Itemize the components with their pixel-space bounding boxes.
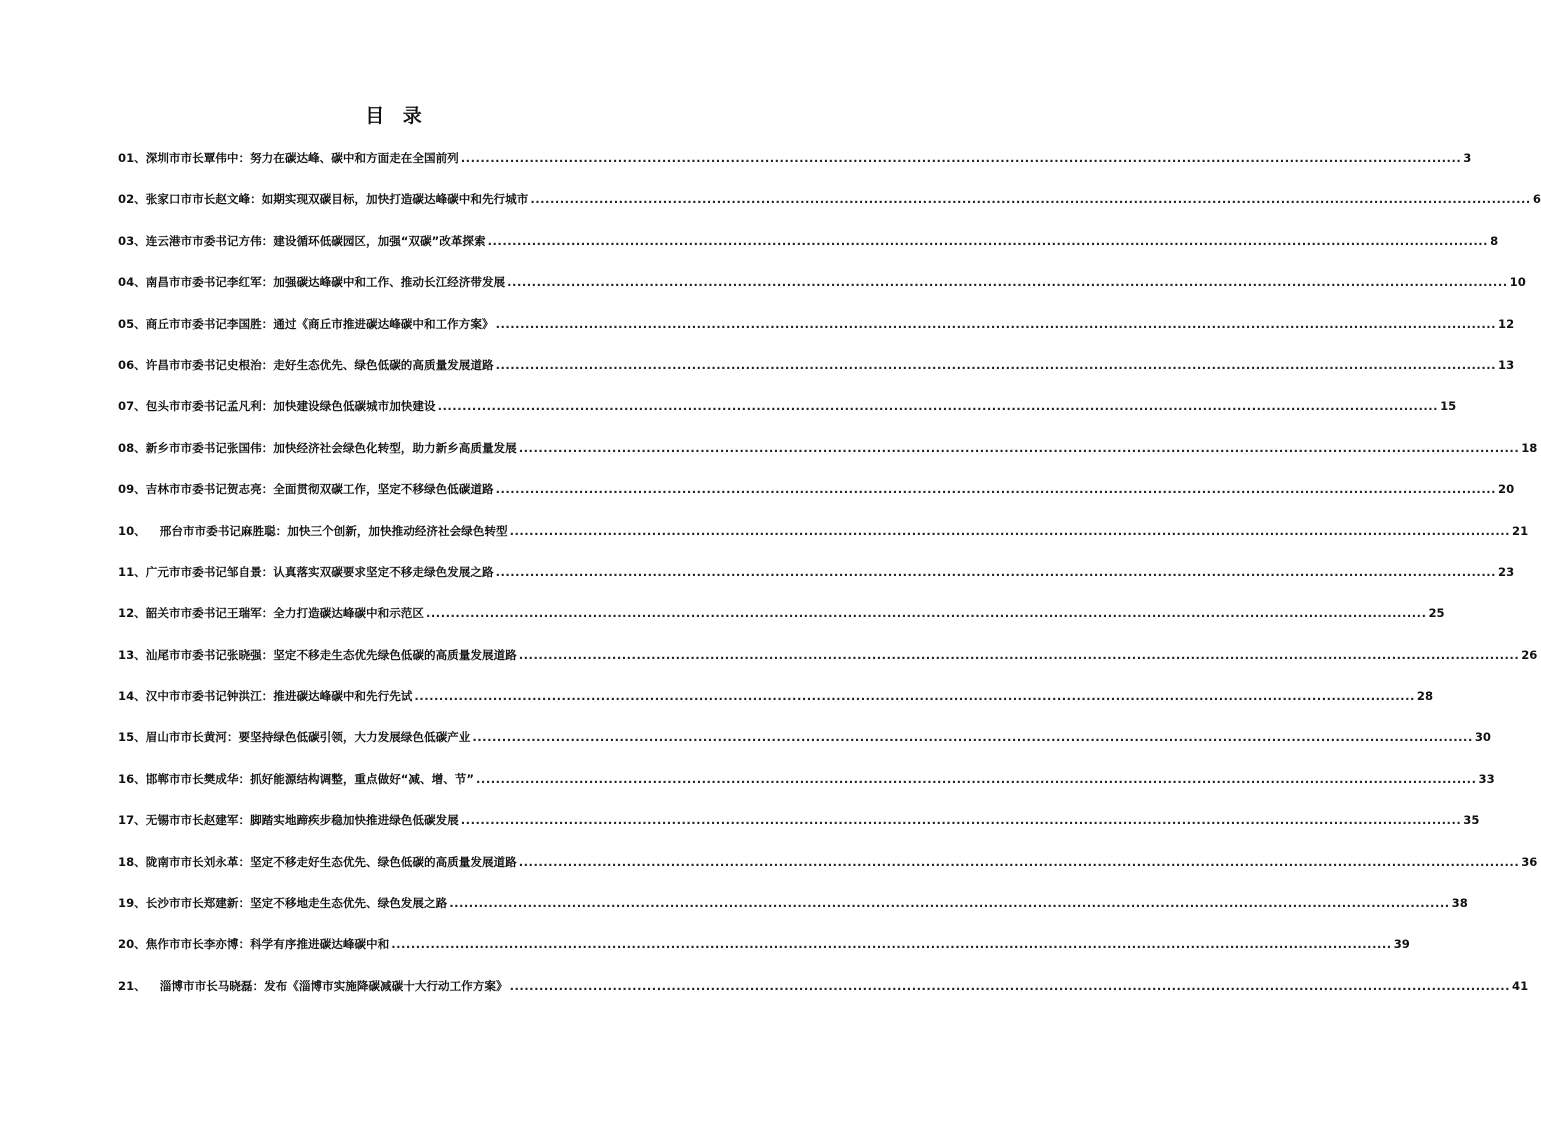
toc-entry-page-number: 25 bbox=[1428, 606, 1445, 621]
toc-entry-title: 张家口市市长赵文峰：如期实现双碳目标，加快打造碳达峰碳中和先行城市 bbox=[145, 192, 529, 207]
toc-entry-leader bbox=[496, 478, 1496, 500]
toc-entry-page-number: 21 bbox=[1512, 523, 1529, 538]
toc-entry-page-number: 28 bbox=[1416, 689, 1434, 704]
toc-entry[interactable] bbox=[118, 768, 1495, 809]
toc-entry-leader bbox=[449, 892, 1449, 914]
toc-entry-title: 韶关市市委书记王瑞军：全力打造碳达峰碳中和示范区 bbox=[145, 606, 424, 621]
toc-entry-title: 汉中市市委书记钟洪江：推进碳达峰碳中和先行先试 bbox=[145, 689, 413, 704]
toc-entry-title: 焦作市市长李亦博：科学有序推进碳达峰碳中和 bbox=[145, 937, 390, 952]
toc-entry-page-number: 30 bbox=[1474, 730, 1491, 745]
toc-entry-number: 03、 bbox=[118, 233, 146, 248]
toc-entry[interactable] bbox=[118, 851, 1538, 892]
toc-entry-leader bbox=[438, 395, 1438, 417]
toc-entry-page-number: 41 bbox=[1512, 978, 1529, 993]
toc-entry-title: 无锡市市长赵建军：脚踏实地蹄疾步稳加快推进绿色低碳发展 bbox=[145, 813, 459, 828]
toc-entry-number: 06、 bbox=[118, 357, 146, 372]
toc-entry[interactable] bbox=[118, 437, 1538, 478]
toc-entry-page-number: 36 bbox=[1521, 854, 1538, 869]
toc-entry-number: 14、 bbox=[118, 689, 146, 704]
toc-entry-number: 17、 bbox=[118, 813, 146, 828]
toc-entry-number: 09、 bbox=[118, 482, 146, 497]
toc-entry-title: 许昌市市委书记史根治：走好生态优先、绿色低碳的高质量发展道路 bbox=[145, 357, 494, 372]
toc-entry[interactable] bbox=[118, 809, 1480, 850]
toc-entry[interactable] bbox=[118, 520, 1529, 561]
toc-entry-number: 19、 bbox=[118, 896, 146, 911]
table-of-contents bbox=[118, 147, 1541, 1016]
toc-entry-leader bbox=[510, 975, 1510, 997]
toc-entry-number: 10、 bbox=[118, 523, 146, 538]
toc-entry-leader bbox=[426, 602, 1426, 624]
toc-entry-title: 包头市市委书记孟凡利：加快建设绿色低碳城市加快建设 bbox=[145, 399, 436, 414]
toc-entry[interactable] bbox=[118, 685, 1434, 726]
toc-entry-page-number: 13 bbox=[1498, 357, 1515, 372]
toc-entry-leader bbox=[488, 230, 1488, 252]
toc-entry[interactable] bbox=[118, 313, 1515, 354]
toc-entry-title: 汕尾市市委书记张晓强：坚定不移走生态优先绿色低碳的高质量发展道路 bbox=[145, 647, 517, 662]
toc-entry-leader bbox=[472, 726, 1472, 748]
toc-entry-leader bbox=[519, 437, 1519, 459]
toc-entry-number: 04、 bbox=[118, 275, 146, 290]
toc-entry-page-number: 3 bbox=[1463, 151, 1472, 165]
toc-entry[interactable] bbox=[118, 644, 1538, 685]
toc-entry-title: 连云港市市委书记方伟：建设循环低碳园区，加强“双碳”改革探索 bbox=[145, 233, 486, 248]
toc-entry[interactable] bbox=[118, 230, 1499, 271]
toc-entry-title: 眉山市市长黄河：要坚持绿色低碳引领，大力发展绿色低碳产业 bbox=[145, 730, 471, 745]
toc-entry-number: 13、 bbox=[118, 647, 146, 662]
toc-entry-number: 01、 bbox=[118, 151, 146, 165]
toc-entry-page-number: 15 bbox=[1440, 399, 1457, 414]
toc-entry-leader bbox=[530, 188, 1530, 210]
toc-entry-number: 02、 bbox=[118, 192, 146, 207]
toc-entry-page-number: 23 bbox=[1498, 564, 1515, 579]
toc-entry-leader bbox=[519, 851, 1519, 873]
toc-entry-title: 商丘市市委书记李国胜：通过《商丘市推进碳达峰碳中和工作方案》 bbox=[145, 316, 494, 331]
toc-entry[interactable] bbox=[118, 478, 1515, 519]
toc-entry-leader bbox=[510, 520, 1510, 542]
toc-entry-number: 21、 bbox=[118, 978, 146, 993]
toc-entry-title: 新乡市市委书记张国伟：加快经济社会绿色化转型，助力新乡高质量发展 bbox=[145, 440, 517, 455]
toc-entry-page-number: 38 bbox=[1451, 896, 1468, 911]
toc-entry-leader bbox=[519, 644, 1519, 666]
toc-entry-number: 05、 bbox=[118, 316, 146, 331]
toc-entry-leader bbox=[496, 313, 1496, 335]
toc-entry[interactable] bbox=[118, 561, 1515, 602]
toc-entry[interactable] bbox=[118, 933, 1410, 974]
toc-entry-number: 16、 bbox=[118, 771, 146, 786]
toc-entry[interactable] bbox=[118, 395, 1457, 436]
toc-entry-leader bbox=[461, 809, 1461, 831]
toc-entry-page-number: 12 bbox=[1498, 316, 1515, 331]
toc-entry[interactable] bbox=[118, 975, 1529, 1016]
toc-entry-leader bbox=[391, 933, 1391, 955]
toc-entry-page-number: 8 bbox=[1490, 233, 1499, 248]
toc-entry-leader bbox=[414, 685, 1414, 707]
toc-entry-page-number: 6 bbox=[1532, 192, 1541, 207]
toc-title: 目 录 bbox=[365, 105, 428, 127]
toc-entry-number: 20、 bbox=[118, 937, 146, 952]
toc-entry[interactable] bbox=[118, 271, 1526, 312]
toc-entry-leader bbox=[476, 768, 1476, 790]
toc-entry[interactable] bbox=[118, 188, 1541, 229]
toc-entry-title: 长沙市市长郑建新：坚定不移地走生态优先、绿色发展之路 bbox=[145, 896, 448, 911]
toc-entry-number: 12、 bbox=[118, 606, 146, 621]
toc-entry-number: 07、 bbox=[118, 399, 146, 414]
toc-entry-title: 南昌市市委书记李红军：加强碳达峰碳中和工作、推动长江经济带发展 bbox=[145, 275, 506, 290]
toc-entry-page-number: 10 bbox=[1509, 275, 1526, 290]
toc-entry-title: 邯郸市市长樊成华：抓好能源结构调整，重点做好“减、增、节” bbox=[145, 771, 475, 786]
toc-entry-page-number: 33 bbox=[1478, 771, 1495, 786]
toc-entry-title: 淄博市市长马晓磊：发布《淄博市实施降碳减碳十大行动工作方案》 bbox=[159, 978, 508, 993]
toc-entry-number: 15、 bbox=[118, 730, 146, 745]
toc-entry-number: 18、 bbox=[118, 854, 146, 869]
toc-entry-title: 邢台市市委书记麻胜聪：加快三个创新，加快推动经济社会绿色转型 bbox=[159, 523, 508, 538]
toc-entry[interactable] bbox=[118, 147, 1472, 188]
toc-entry-title: 陇南市市长刘永革：坚定不移走好生态优先、绿色低碳的高质量发展道路 bbox=[145, 854, 517, 869]
toc-entry-leader bbox=[496, 354, 1496, 376]
toc-entry[interactable] bbox=[118, 892, 1468, 933]
toc-entry[interactable] bbox=[118, 726, 1491, 767]
toc-entry-title: 广元市市委书记邹自景：认真落实双碳要求坚定不移走绿色发展之路 bbox=[145, 564, 494, 579]
toc-entry-leader bbox=[496, 561, 1496, 583]
toc-entry[interactable] bbox=[118, 602, 1445, 643]
toc-entry-number: 11、 bbox=[118, 564, 146, 579]
toc-entry-page-number: 26 bbox=[1521, 647, 1538, 662]
toc-entry[interactable] bbox=[118, 354, 1515, 395]
toc-entry-number: 08、 bbox=[118, 440, 146, 455]
toc-entry-title: 深圳市市长覃伟中：努力在碳达峰、碳中和方面走在全国前列 bbox=[145, 151, 459, 165]
toc-entry-page-number: 18 bbox=[1521, 440, 1538, 455]
toc-entry-title: 吉林市市委书记贺志亮：全面贯彻双碳工作，坚定不移绿色低碳道路 bbox=[145, 482, 494, 497]
toc-entry-page-number: 35 bbox=[1463, 813, 1480, 828]
toc-entry-page-number: 39 bbox=[1393, 937, 1410, 952]
toc-entry-leader bbox=[461, 147, 1461, 169]
toc-entry-page-number: 20 bbox=[1498, 482, 1515, 497]
toc-entry-leader bbox=[507, 271, 1507, 293]
